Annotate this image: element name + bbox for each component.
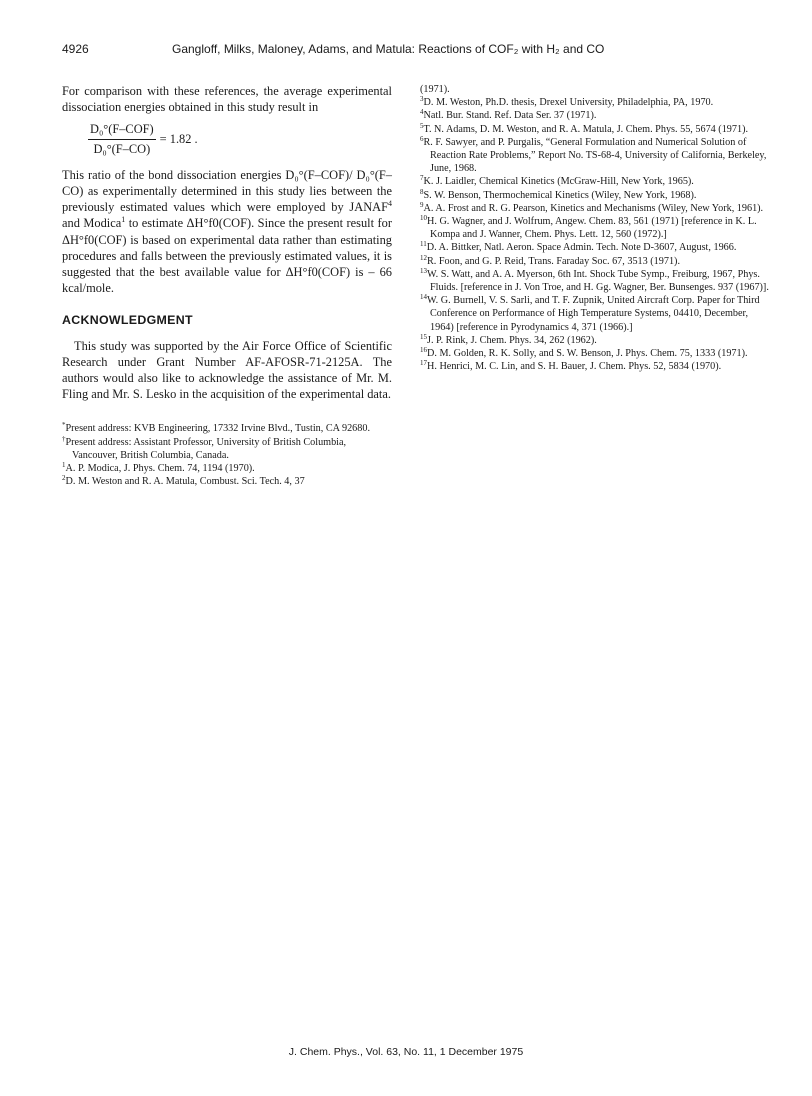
reference-item [420,175,770,188]
reference-item [62,422,392,435]
dissociation-ratio-equation [88,121,392,156]
reference-mark: 6 [420,134,424,143]
reference-item [420,255,770,268]
reference-mark: † [62,434,66,443]
reference-mark: 16 [420,346,427,355]
equation-denominator: D₀°(F–CO) [93,141,151,156]
reference-text: A. P. Modica, J. Phys. Chem. 74, 1194 (1970). [65,463,255,475]
running-title: Gangloff, Milks, Maloney, Adams, and Matula: Reactions of COF₂ with H₂ and CO [172,42,605,56]
ratio-text-b: and Modica [62,216,122,231]
reference-item [420,268,770,294]
reference-mark: 11 [420,240,427,249]
reference-text: D. M. Weston, Ph.D. thesis, Drexel University, Philadelphia, PA, 1970. [423,97,714,109]
reference-mark: 3 [420,95,424,104]
reference-mark: * [62,421,66,430]
left-column [62,83,392,488]
reference-text: D. A. Bittker, Natl. Aeron. Space Admin. Tech. Note D-3607, August, 1966. [426,242,737,254]
reference-item [420,109,770,122]
ratio-ref-a: 4 [388,199,392,209]
reference-mark: 14 [420,293,427,302]
equation-numerator: D₀°(F–COF) [88,121,156,139]
reference-text: D. M. Golden, R. K. Solly, and S. W. Benson, J. Phys. Chem. 75, 1333 (1971). [427,348,748,360]
reference-item [420,136,770,176]
reference-item [420,347,770,360]
reference-mark: 15 [420,332,427,341]
reference-mark: 8 [420,187,424,196]
reference-mark: 7 [420,174,424,183]
page-number: 4926 [62,42,89,56]
reference-mark: 10 [420,214,427,223]
reference-text: H. G. Wagner, and J. Wolfrum, Angew. Chem. 83, 561 (1971) [reference in K. L. Kompa and J. Wanner, Chem. Phys. Lett. 12, 560 (1972).] [427,216,757,241]
reference-text: S. W. Benson, Thermochemical Kinetics (Wiley, New York, 1968). [423,189,697,201]
reference-text: R. Foon, and G. P. Reid, Trans. Faraday Soc. 67, 3513 (1971). [427,255,680,267]
reference-item [420,123,770,136]
acknowledgment-heading: ACKNOWLEDGMENT [62,313,193,328]
reference-text: R. F. Sawyer, and P. Purgalis, “General Formulation and Numerical Solution of Reaction Rate Problems,” Report No. TS-68-4, University of California, Berkeley, June, 1968. [423,136,767,175]
ratio-paragraph [62,167,392,297]
reference-item [420,96,770,109]
reference-mark: 12 [420,253,427,262]
reference-item [420,215,770,241]
reference-item [420,294,770,334]
reference-text: T. N. Adams, D. M. Weston, and R. A. Matula, J. Chem. Phys. 55, 5674 (1971). [423,123,749,135]
reference-text: (1971). [420,84,450,95]
reference-text: W. S. Watt, and A. A. Myerson, 6th Int. Shock Tube Symp., Freiburg, 1967, Phys. Fluids. [reference in J. Von Troe, and H. Gg. Wagner, Ber. Bunsenges. 937 (1967)]. [427,268,769,294]
ratio-ref-b: 1 [121,215,126,225]
reference-item [420,189,770,202]
reference-text: H. Henrici, M. C. Lin, and S. H. Bauer, J. Chem. Phys. 52, 5834 (1970). [427,361,722,373]
equation-result: = 1.82 . [159,132,198,146]
reference-item [420,83,770,96]
reference-mark: 5 [420,121,424,130]
ratio-text-a: This ratio of the bond dissociation energies D₀°(F–COF)/ D₀°(F–CO) as experimentally determined in this study lies between the previously estimated values which were employed by JANAF [62,167,392,215]
reference-text: Present address: KVB Engineering, 17332 Irvine Blvd., Tustin, CA 92680. [65,423,370,435]
journal-footer: J. Chem. Phys., Vol. 63, No. 11, 1 December 1975 [288,1046,524,1058]
reference-text: Natl. Bur. Stand. Ref. Data Ser. 37 (1971). [423,110,597,122]
reference-item [420,360,770,373]
left-notes [62,422,392,488]
reference-mark: 13 [420,266,427,275]
intro-paragraph: For comparison with these references, the average experimental dissociation energies obtained in this study result in [62,84,392,115]
reference-text: A. A. Frost and R. G. Pearson, Kinetics and Mechanisms (Wiley, New York, 1961). [423,202,764,214]
acknowledgment-paragraph: This study was supported by the Air Force Office of Scientific Research under Grant Number AF-AFOSR-71-2125A. The authors would also like to acknowledge the assistance of Mr. M. Fling and Mr. S. Lesko in the acquisition of the experimental data. [62,338,392,402]
equation-fraction [88,121,156,156]
reference-item [62,462,392,475]
right-column-references [420,83,770,373]
reference-mark: 2 [62,474,66,483]
reference-mark: 9 [420,200,424,209]
reference-text: Present address: Assistant Professor, University of British Columbia, Vancouver, British Columbia, Canada. [65,436,347,461]
reference-item [420,241,770,254]
reference-mark: 4 [420,108,424,117]
reference-item [62,436,392,462]
reference-text: K. J. Laidler, Chemical Kinetics (McGraw-Hill, New York, 1965). [423,176,694,188]
reference-item [420,334,770,347]
reference-mark: 17 [420,359,427,368]
reference-item [62,475,392,488]
reference-text: D. M. Weston and R. A. Matula, Combust. Sci. Tech. 4, 37 [65,476,305,488]
reference-text: W. G. Burnell, V. S. Sarli, and T. F. Zupnik, United Aircraft Corp. Paper for Third Conference on Performance of High Temperature Systems, 04410, December, 1964) [reference in Pyrodynamics 4, 371 (1966).] [427,295,760,333]
reference-mark: 1 [62,461,66,470]
reference-item [420,202,770,215]
reference-text: J. P. Rink, J. Chem. Phys. 34, 262 (1962). [427,334,597,346]
ratio-text-c: to estimate ΔH°f0(COF). Since the present result for ΔH°f0(COF) is based on experimental data rather than estimating procedures and falls between the previously estimated values, it is suggested that the best available value for ΔH°f0(COF) is – 66 kcal/mole. [62,216,392,296]
